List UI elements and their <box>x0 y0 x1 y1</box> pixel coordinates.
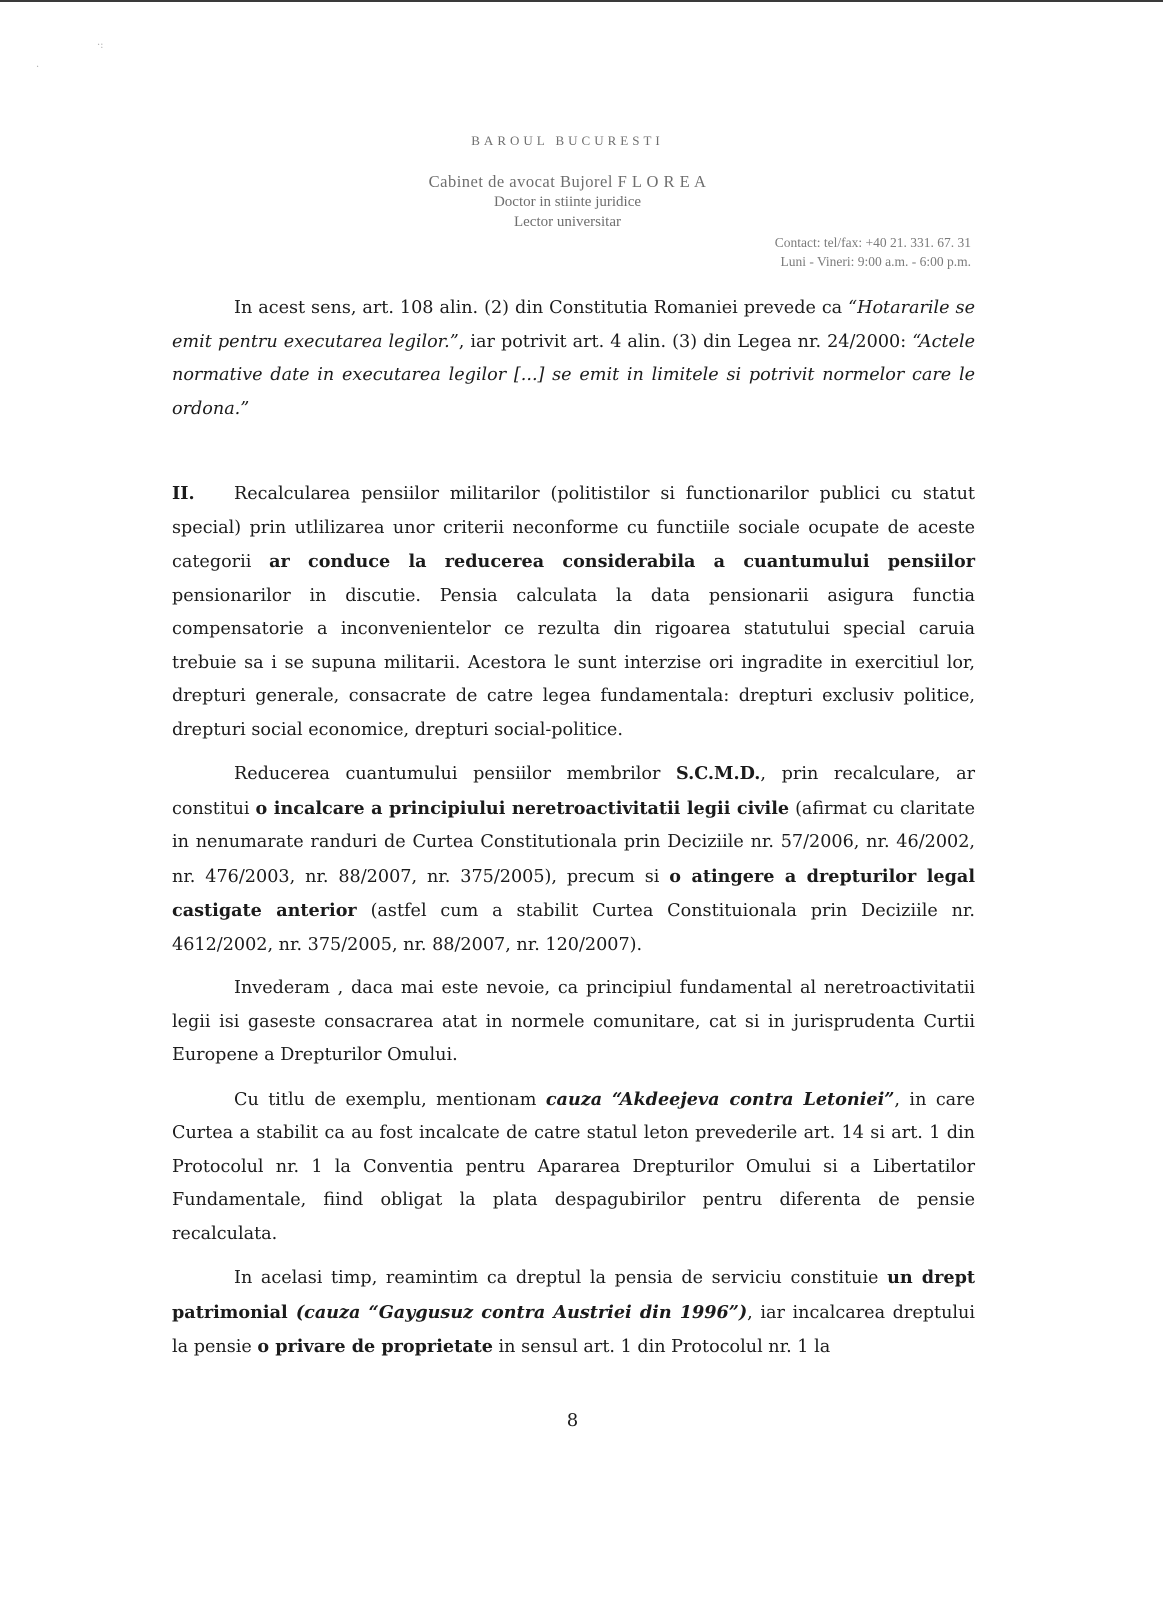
contact-phone: Contact: tel/fax: +40 21. 331. 67. 31 <box>774 235 971 250</box>
page-number: 8 <box>566 1410 579 1431</box>
text-run: Reducerea cuantumului pensiilor membrilor <box>234 764 677 784</box>
paragraph-gaygusuz <box>172 1261 975 1365</box>
case-reference: cauza “Akdeejeva contra Letoniei” <box>545 1088 895 1110</box>
degree: Doctor in stiinte juridice <box>493 194 642 210</box>
text-run: Recalcularea pensiilor militarilor (politistilor si functionarilor publici cu statut special) prin utlilizarea unor criterii neconforme cu functiile sociale ocupate de aceste categorii <box>172 484 975 572</box>
case-reference: (cauza “Gaygusuz contra Austriei din 1996”) <box>295 1301 748 1323</box>
paragraph-scmd <box>172 757 975 962</box>
document-body <box>172 292 975 1365</box>
bold-run: o incalcare a principiului neretroactivitatii legii civile <box>255 797 790 819</box>
bold-run: o privare de proprietate <box>257 1336 493 1357</box>
bold-run: ar conduce la reducerea considerabila a cuantumului pensiilor <box>269 551 975 572</box>
bold-run: un drept patrimonial <box>172 1267 975 1323</box>
scan-speck: ·: <box>97 40 104 51</box>
paragraph-constitution <box>172 292 975 426</box>
text-run: Cu titlu de exemplu, mentionam <box>234 1089 546 1110</box>
bar-name: BAROUL BUCURESTI <box>471 133 664 148</box>
cabinet-name: Cabinet de avocat Bujorel F L O R E A <box>428 172 707 191</box>
text-run: in sensul art. 1 din Protocolul nr. 1 la <box>492 1337 831 1357</box>
academic-title: Lector universitar <box>513 214 622 230</box>
quote-constitution: “Hotararile se emit pentru executarea legilor.” <box>172 298 975 352</box>
text-run: (astfel cum a stabilit Curtea Constituionala prin Deciziile nr. 4612/2002, nr. 375/2005, nr. 88/2007, nr. 120/2007). <box>172 901 975 955</box>
section-number: II. <box>172 483 195 504</box>
text-run: In acest sens, art. 108 alin. (2) din Constitutia Romaniei prevede ca <box>234 298 849 318</box>
text-run: pensionarilor in discutie. Pensia calculata la data pensionarii asigura functia compensatorie a inconvenientelor ce rezulta din rigoarea statutului special caruia trebuie sa i se supuna militarii. Acestora le sunt interzise ori ingradite in exercitiul lor, drepturi generale, consacrate de catre legea fundamentala: drepturi exclusiv politice, drepturi social economice, drepturi social-politice. <box>172 585 975 740</box>
text-run: (afirmat cu claritate in nenumarate randuri de Curtea Constitutionala prin Deciziile nr. 57/2006, nr. 46/2002, nr. 476/2003, nr. 88/2007, nr. 375/2005), precum si <box>172 798 975 887</box>
scan-top-edge <box>0 0 1163 2</box>
text-run: Invederam , daca mai este nevoie, ca principiul fundamental al neretroactivitatii legii isi gaseste consacrarea atat in normele comunitare, cat si in jurisprudenta Curtii Europene a Drepturilor Omului. <box>172 978 975 1065</box>
office-hours: Luni - Vineri: 9:00 a.m. - 6:00 p.m. <box>780 254 971 269</box>
bold-run: o atingere a drepturilor legal castigate anterior <box>172 865 975 921</box>
paragraph-neretroactivitate <box>172 972 975 1073</box>
text-run: , prin recalculare, ar constitui <box>172 764 975 819</box>
bold-run: S.C.M.D. <box>676 763 761 784</box>
text-run: , iar potrivit art. 4 alin. (3) din Legea nr. 24/2000: <box>458 331 913 352</box>
quote-law: “Actele normative date in executarea legilor [...] se emit in limitele si potrivit normelor care le ordona.” <box>172 331 975 419</box>
text-run: , iar incalcarea dreptului la pensie <box>172 1302 975 1357</box>
paragraph-akdeejeva <box>172 1083 975 1252</box>
text-run: In acelasi timp, reamintim ca dreptul la pensia de serviciu constituie <box>234 1268 888 1288</box>
text-run: , in care Curtea a stabilit ca au fost incalcate de catre statul leton prevederile art. 14 si art. 1 din Protocolul nr. 1 la Conventia pentru Apararea Drepturilor Omului si a Libertatilor Fundamentale, fiind obligat la plata despagubirilor pentru diferenta de pensie recalculata. <box>172 1089 975 1244</box>
section-ii-paragraph <box>172 477 975 747</box>
scan-speck: · <box>36 62 40 73</box>
